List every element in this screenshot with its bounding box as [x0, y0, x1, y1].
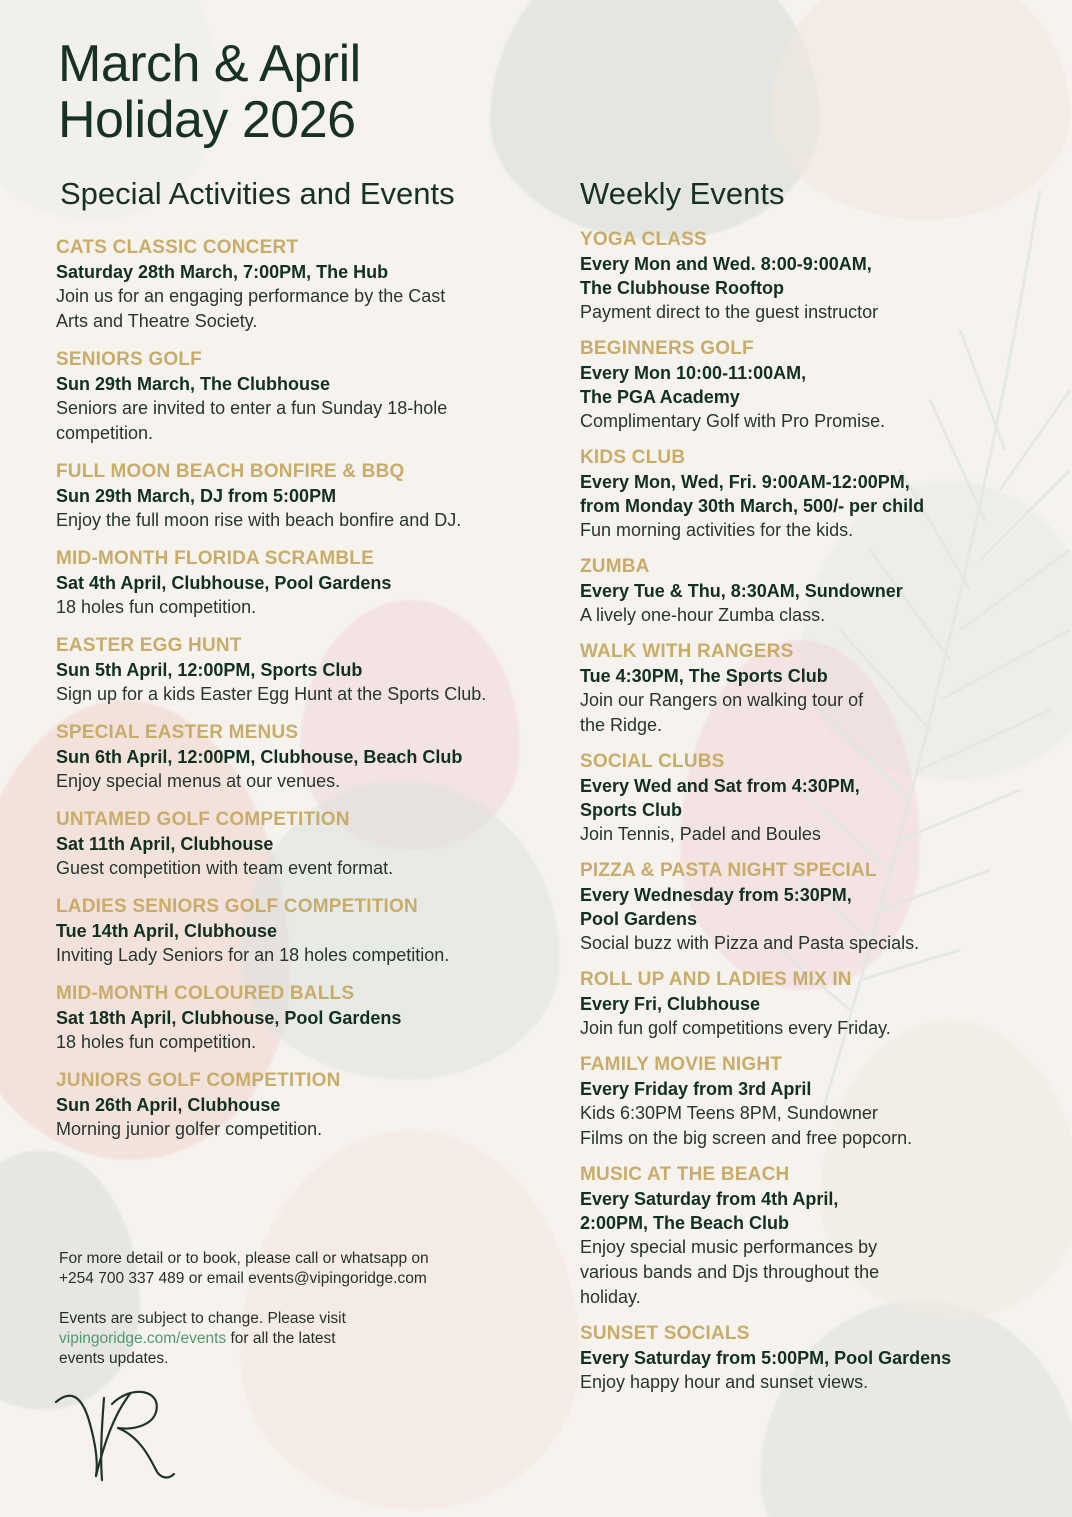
event-item — [580, 337, 1020, 434]
event-title: WALK WITH RANGERS — [580, 641, 794, 662]
event-item — [56, 721, 546, 794]
weekly-events-heading: Weekly Events — [580, 176, 785, 211]
event-schedule: Pool Gardens — [580, 909, 698, 929]
event-schedule: Every Fri, Clubhouse — [580, 994, 761, 1014]
event-schedule: Sat 18th April, Clubhouse, Pool Gardens — [56, 1008, 402, 1028]
vipingo-ridge-logo — [52, 1384, 177, 1484]
event-description: Join Tennis, Padel and Boules — [580, 824, 821, 844]
event-schedule: The Clubhouse Rooftop — [580, 278, 784, 298]
event-description: Kids 6:30PM Teens 8PM, Sundowner — [580, 1103, 878, 1123]
event-schedule: Sat 4th April, Clubhouse, Pool Gardens — [56, 573, 392, 593]
weekly-events-list — [580, 228, 1020, 1407]
event-item — [56, 460, 546, 533]
page-title — [58, 36, 361, 148]
event-title: KIDS CLUB — [580, 447, 686, 468]
event-description: Payment direct to the guest instructor — [580, 302, 879, 322]
event-item — [580, 750, 1020, 847]
event-title: UNTAMED GOLF COMPETITION — [56, 809, 350, 830]
event-description: Inviting Lady Seniors for an 18 holes competition. — [56, 945, 450, 965]
event-title: SPECIAL EASTER MENUS — [56, 722, 299, 743]
event-schedule: Tue 4:30PM, The Sports Club — [580, 666, 828, 686]
event-schedule: Every Mon 10:00-11:00AM, — [580, 363, 807, 383]
event-schedule: The PGA Academy — [580, 387, 740, 407]
event-item — [580, 1163, 1020, 1310]
event-title: YOGA CLASS — [580, 229, 707, 250]
event-title: ROLL UP AND LADIES MIX IN — [580, 969, 852, 990]
event-title: MUSIC AT THE BEACH — [580, 1164, 790, 1185]
special-events-list — [56, 236, 546, 1156]
event-item — [56, 236, 546, 334]
event-schedule: Every Mon and Wed. 8:00-9:00AM, — [580, 254, 872, 274]
event-schedule: from Monday 30th March, 500/- per child — [580, 496, 925, 516]
event-item — [56, 348, 546, 446]
event-schedule: Every Tue & Thu, 8:30AM, Sundowner — [580, 581, 903, 601]
event-item — [580, 1322, 1020, 1395]
event-title: EASTER EGG HUNT — [56, 635, 242, 656]
event-item — [580, 859, 1020, 956]
event-description: Enjoy special menus at our venues. — [56, 771, 341, 791]
event-description: various bands and Djs throughout the — [580, 1262, 880, 1282]
event-item — [56, 634, 546, 707]
event-item — [56, 547, 546, 620]
event-title: SUNSET SOCIALS — [580, 1323, 750, 1344]
event-description: Films on the big screen and free popcorn. — [580, 1128, 913, 1148]
contact-line: +254 700 337 489 or email events@vipingoridge.com — [59, 1270, 427, 1287]
title-line-1: March & April — [58, 35, 361, 93]
event-item — [56, 1069, 546, 1142]
event-description: Sign up for a kids Easter Egg Hunt at the Sports Club. — [56, 684, 487, 704]
event-schedule: Sports Club — [580, 800, 682, 820]
event-schedule: Sun 5th April, 12:00PM, Sports Club — [56, 660, 363, 680]
event-item — [580, 1053, 1020, 1151]
event-title: ZUMBA — [580, 556, 650, 577]
event-item — [580, 640, 1020, 738]
event-description: Seniors are invited to enter a fun Sunday 18-hole — [56, 398, 448, 418]
event-title: PIZZA & PASTA NIGHT SPECIAL — [580, 860, 877, 881]
event-title: MID-MONTH COLOURED BALLS — [56, 983, 355, 1004]
event-description: 18 holes fun competition. — [56, 597, 257, 617]
event-item — [580, 446, 1020, 543]
event-description: Social buzz with Pizza and Pasta specials. — [580, 933, 920, 953]
event-schedule: Sun 6th April, 12:00PM, Clubhouse, Beach Club — [56, 747, 463, 767]
event-description: Enjoy happy hour and sunset views. — [580, 1372, 869, 1392]
event-description: Join our Rangers on walking tour of — [580, 690, 864, 710]
event-item — [56, 808, 546, 881]
event-title: MID-MONTH FLORIDA SCRAMBLE — [56, 548, 374, 569]
event-schedule: Every Wed and Sat from 4:30PM, — [580, 776, 860, 796]
event-schedule: Tue 14th April, Clubhouse — [56, 921, 278, 941]
notice-line: events updates. — [59, 1350, 169, 1367]
event-schedule: Sun 29th March, DJ from 5:00PM — [56, 486, 337, 506]
event-title: CATS CLASSIC CONCERT — [56, 237, 299, 258]
event-schedule: Every Saturday from 5:00PM, Pool Gardens — [580, 1348, 952, 1368]
event-schedule: 2:00PM, The Beach Club — [580, 1213, 790, 1233]
event-item — [56, 982, 546, 1055]
event-description: the Ridge. — [580, 715, 663, 735]
event-schedule: Sat 11th April, Clubhouse — [56, 834, 274, 854]
event-schedule: Every Wednesday from 5:30PM, — [580, 885, 852, 905]
event-description: Complimentary Golf with Pro Promise. — [580, 411, 886, 431]
event-title: BEGINNERS GOLF — [580, 338, 754, 359]
event-description: 18 holes fun competition. — [56, 1032, 257, 1052]
event-item — [580, 555, 1020, 628]
event-item — [580, 228, 1020, 325]
event-description: competition. — [56, 423, 154, 443]
title-line-2: Holiday 2026 — [58, 91, 356, 149]
event-title: JUNIORS GOLF COMPETITION — [56, 1070, 341, 1091]
event-schedule: Every Saturday from 4th April, — [580, 1189, 839, 1209]
events-link[interactable]: vipingoridge.com/events — [59, 1330, 227, 1347]
contact-info — [59, 1249, 509, 1289]
event-description: Enjoy the full moon rise with beach bonfire and DJ. — [56, 510, 462, 530]
change-notice — [59, 1309, 509, 1369]
event-schedule: Saturday 28th March, 7:00PM, The Hub — [56, 262, 389, 282]
event-schedule: Sun 29th March, The Clubhouse — [56, 374, 331, 394]
event-description: Arts and Theatre Society. — [56, 311, 258, 331]
notice-line — [59, 1329, 509, 1349]
event-title: SENIORS GOLF — [56, 349, 202, 370]
notice-text: for all the latest — [226, 1330, 336, 1347]
event-schedule: Sun 26th April, Clubhouse — [56, 1095, 281, 1115]
event-title: LADIES SENIORS GOLF COMPETITION — [56, 896, 418, 917]
event-description: Fun morning activities for the kids. — [580, 520, 854, 540]
event-item — [56, 895, 546, 968]
event-description: A lively one-hour Zumba class. — [580, 605, 826, 625]
event-title: FAMILY MOVIE NIGHT — [580, 1054, 783, 1075]
event-description: Enjoy special music performances by — [580, 1237, 878, 1257]
event-description: Join fun golf competitions every Friday. — [580, 1018, 891, 1038]
event-description: Guest competition with team event format. — [56, 858, 394, 878]
notice-line: Events are subject to change. Please visit — [59, 1310, 346, 1327]
event-description: Morning junior golfer competition. — [56, 1119, 323, 1139]
contact-line: For more detail or to book, please call or whatsapp on — [59, 1250, 429, 1267]
event-schedule: Every Friday from 3rd April — [580, 1079, 812, 1099]
event-item — [580, 968, 1020, 1041]
event-schedule: Every Mon, Wed, Fri. 9:00AM-12:00PM, — [580, 472, 910, 492]
event-title: SOCIAL CLUBS — [580, 751, 725, 772]
event-title: FULL MOON BEACH BONFIRE & BBQ — [56, 461, 405, 482]
special-events-heading: Special Activities and Events — [60, 176, 455, 211]
event-description: Join us for an engaging performance by the Cast — [56, 286, 446, 306]
event-description: holiday. — [580, 1287, 641, 1307]
